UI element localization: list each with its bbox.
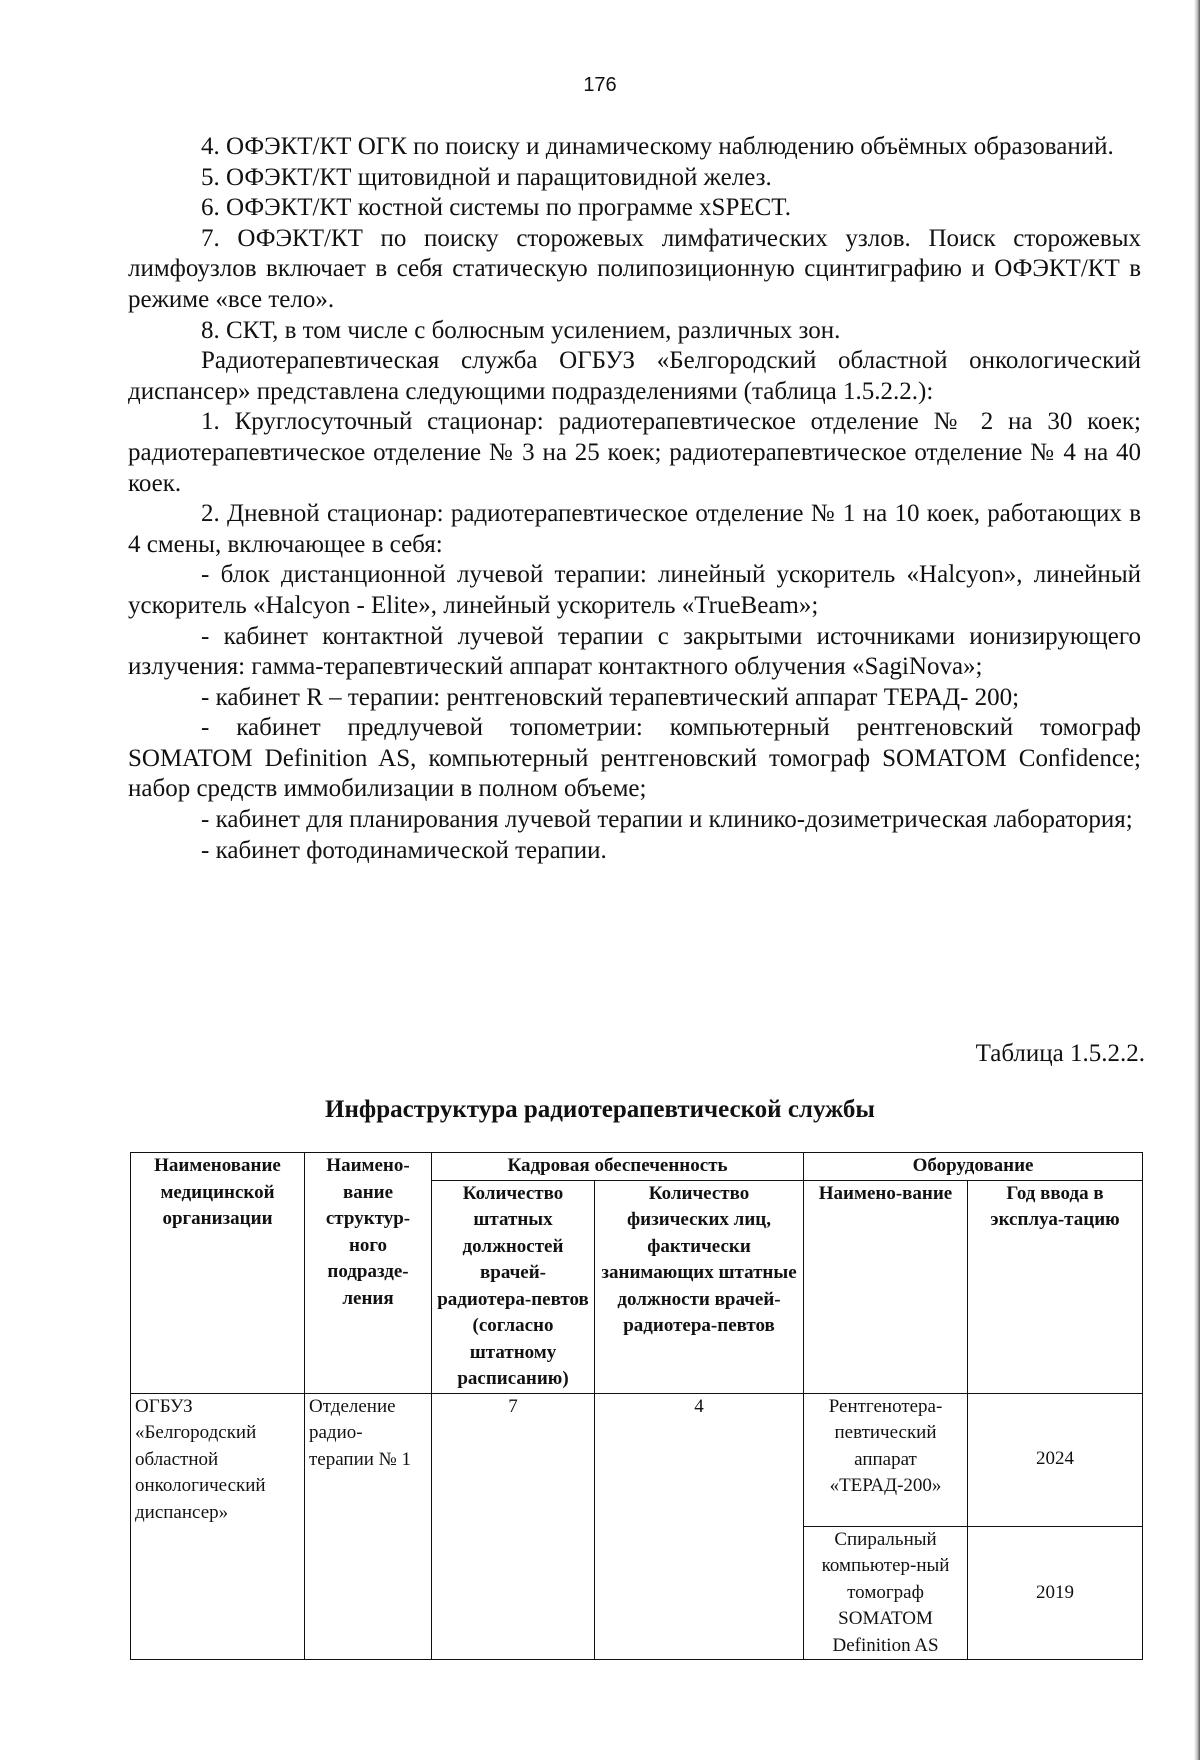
paragraph-item-6: 6. ОФЭКТ/КТ костной системы по программе xSPECT.: [201, 194, 791, 222]
cell-equipment-year: 2019: [968, 1526, 1143, 1660]
cell-equipment-name: Рентгенотера-певтический аппарат «ТЕРАД-200»: [804, 1393, 968, 1526]
paragraph-photodynamic: - кабинет фотодинамической терапии.: [201, 836, 607, 864]
cell-equipment-year: 2024: [968, 1393, 1143, 1526]
body-text: [128, 132, 1141, 866]
paragraph-item-7: 7. ОФЭКТ/КТ по поиску сторожевых лимфатических узлов. Поиск сторожевых лимфоузлов включает в себя статическую полипозиционную сцинтиграфию и ОФЭКТ/КТ в режиме «все тело».: [128, 224, 1141, 313]
paragraph-remote-therapy: - блок дистанционной лучевой терапии: линейный ускоритель «Halcyon», линейный ускоритель «Halcyon - Elite», линейный ускоритель «TrueBeam»;: [128, 561, 1141, 619]
paragraph-item-8: 8. СКТ, в том числе с болюсным усилением, различных зон.: [201, 316, 841, 344]
paragraph-round-clock: 1. Круглосуточный стационар: радиотерапевтическое отделение № 2 на 30 коек; радиотерапевтическое отделение № 3 на 25 коек; радиотерапевтическое отделение № 4 на 40 коек.: [128, 408, 1141, 497]
cell-unit: Отделение радио-терапии № 1: [305, 1393, 432, 1660]
header-equip-name: Наимено-вание: [804, 1180, 968, 1393]
header-staff-persons: Количество физических лиц, фактически занимающих штатные должности врачей-радиотера-певтов: [595, 1180, 804, 1393]
table-reference: Таблица 1.5.2.2.: [975, 1040, 1145, 1067]
header-unit: Наимено-вание структур-ного подразде-ления: [305, 1153, 432, 1394]
header-staffing: Кадровая обеспеченность: [432, 1153, 804, 1181]
paragraph-service-intro: Радиотерапевтическая служба ОГБУЗ «Белгородский областной онкологический диспансер» представлена следующими подразделениями (таблица 1.5.2.2.):: [128, 347, 1141, 405]
table-header-row: [131, 1153, 1143, 1181]
header-equipment: Оборудование: [804, 1153, 1143, 1181]
header-equip-year: Год ввода в эксплуа-тацию: [968, 1180, 1143, 1393]
cell-equipment-name: Спиральный компьютер-ный томограф SOMATOM Definition AS: [804, 1526, 968, 1660]
paragraph-topometry: - кабинет предлучевой топометрии: компьютерный рентгеновский томограф SOMATOM Definition AS, компьютерный рентгеновский томограф SOMATOM Confidence; набор средств иммобилизации в полном объеме;: [128, 714, 1141, 803]
cell-org: ОГБУЗ «Белгородский областной онкологический диспансер»: [131, 1393, 305, 1660]
cell-persons: 4: [595, 1393, 804, 1660]
paragraph-r-therapy: - кабинет R – терапии: рентгеновский терапевтический аппарат ТЕРАД- 200;: [201, 683, 1020, 711]
table-title: Инфраструктура радиотерапевтической службы: [325, 1096, 875, 1123]
scan-edge: [1194, 0, 1200, 1760]
paragraph-item-5: 5. ОФЭКТ/КТ щитовидной и паращитовидной желез.: [201, 163, 772, 191]
header-staff-positions: Количество штатных должностей врачей-радиотера-певтов (согласно штатному расписанию): [432, 1180, 595, 1393]
table-row: [131, 1393, 1143, 1526]
paragraph-planning: - кабинет для планирования лучевой терапии и клинико-дозиметрическая лаборатория;: [201, 806, 1133, 834]
header-org: Наименование медицинской организации: [131, 1153, 305, 1394]
infrastructure-table: [130, 1152, 1143, 1660]
page-number: 176: [583, 74, 617, 96]
cell-positions: 7: [432, 1393, 595, 1660]
paragraph-item-4: 4. ОФЭКТ/КТ ОГК по поиску и динамическому наблюдению объёмных образований.: [201, 133, 1114, 160]
paragraph-contact-therapy: - кабинет контактной лучевой терапии с закрытыми источниками ионизирующего излучения: гамма-терапевтический аппарат контактного облучения «SagiNova»;: [128, 622, 1141, 681]
paragraph-day-hospital: 2. Дневной стационар: радиотерапевтическое отделение № 1 на 10 коек, работающих в 4 смены, включающее в себя:: [128, 500, 1141, 558]
